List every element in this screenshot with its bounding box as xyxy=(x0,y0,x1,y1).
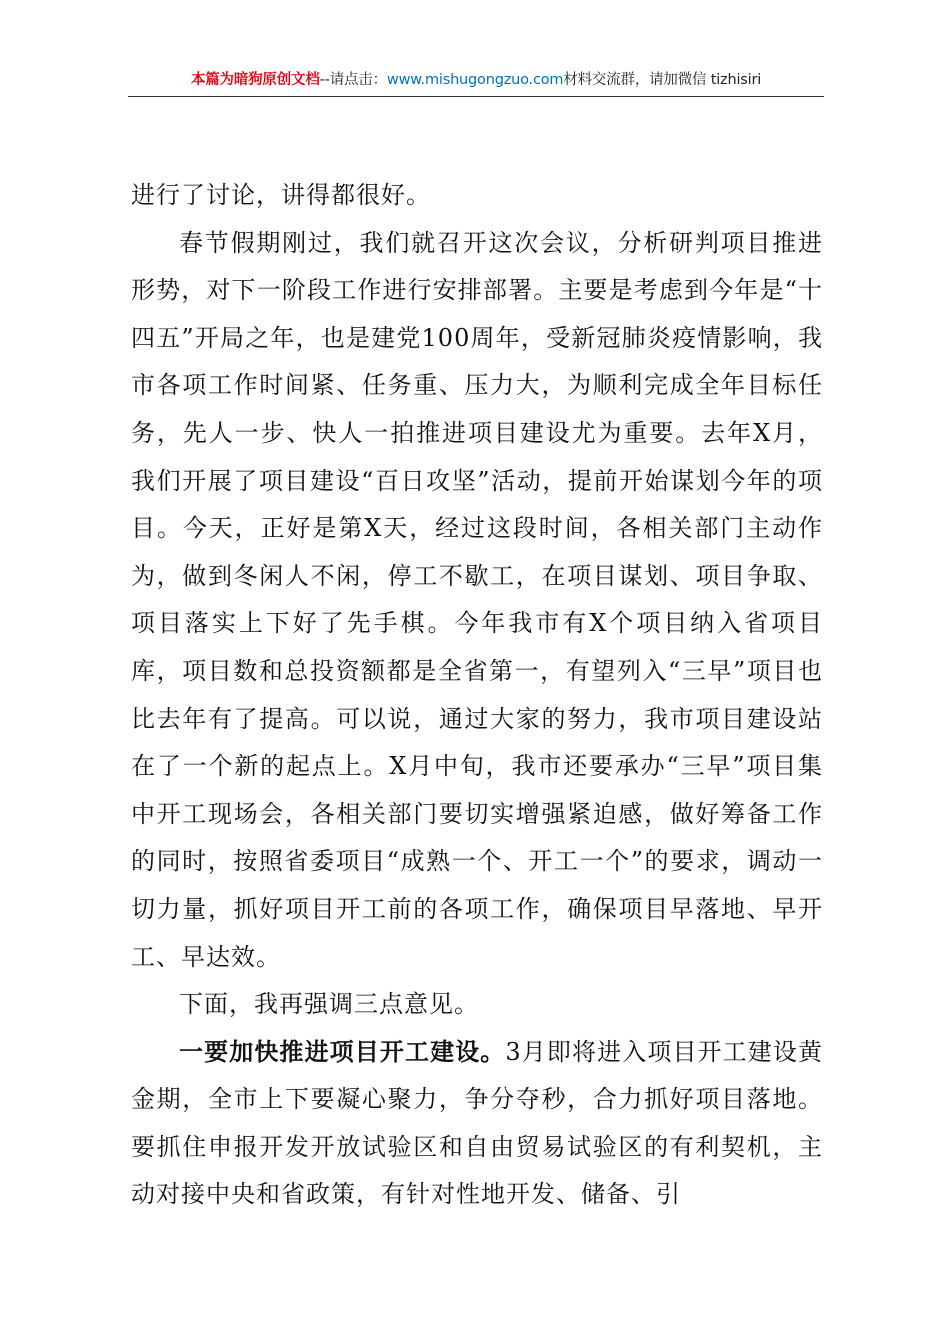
point-one-heading: 一要加快推进项目开工建设。 xyxy=(179,1037,506,1066)
paragraph-point-one xyxy=(131,1029,823,1219)
paragraph-transition: 下面，我再强调三点意见。 xyxy=(179,990,479,1019)
paragraph-continuation: 进行了讨论，讲得都很好。 xyxy=(131,181,431,209)
header-contact: 材料交流群，请加微信 tizhisiri xyxy=(563,72,762,88)
point-one-text: 3月即将进入项目开工建设黄金期，全市上下要凝心聚力，争分夺秒，合力抓好项目落地。要抓住申报开发开放试验区和自由贸易试验区的有利契机，主动对接中央和省政策，有针对性地开发、储备、引 xyxy=(131,1037,823,1209)
header-brand: 本篇为暗狗原创文档 xyxy=(190,72,320,88)
document-body xyxy=(131,172,823,1219)
page-header xyxy=(128,70,824,97)
header-url-link[interactable]: www.mishugongzuo.com xyxy=(386,72,564,88)
header-prompt: --请点击： xyxy=(319,72,387,88)
paragraph-main: 春节假期刚过，我们就召开这次会议，分析研判项目推进形势，对下一阶段工作进行安排部署。主要是考虑到今年是“十四五”开局之年，也是建党100周年，受新冠肺炎疫情影响，我市各项工作时间紧、任务重、压力大，为顺利完成全年目标任务，先人一步、快人一拍推进项目建设尤为重要。去年X月，我们开展了项目建设“百日攻坚”活动，提前开始谋划今年的项目。今天，正好是第X天，经过这段时间，各相关部门主动作为，做到冬闲人不闲，停工不歇工，在项目谋划、项目争取、项目落实上下好了先手棋。今年我市有X个项目纳入省项目库，项目数和总投资额都是全省第一，有望列入“三早”项目也比去年有了提高。可以说，通过大家的努力，我市项目建设站在了一个新的起点上。X月中旬，我市还要承办“三早”项目集中开工现场会，各相关部门要切实增强紧迫感，做好筹备工作的同时，按照省委项目“成熟一个、开工一个”的要求，调动一切力量，抓好项目开工前的各项工作，确保项目早落地、早开工、早达效。 xyxy=(131,228,823,971)
